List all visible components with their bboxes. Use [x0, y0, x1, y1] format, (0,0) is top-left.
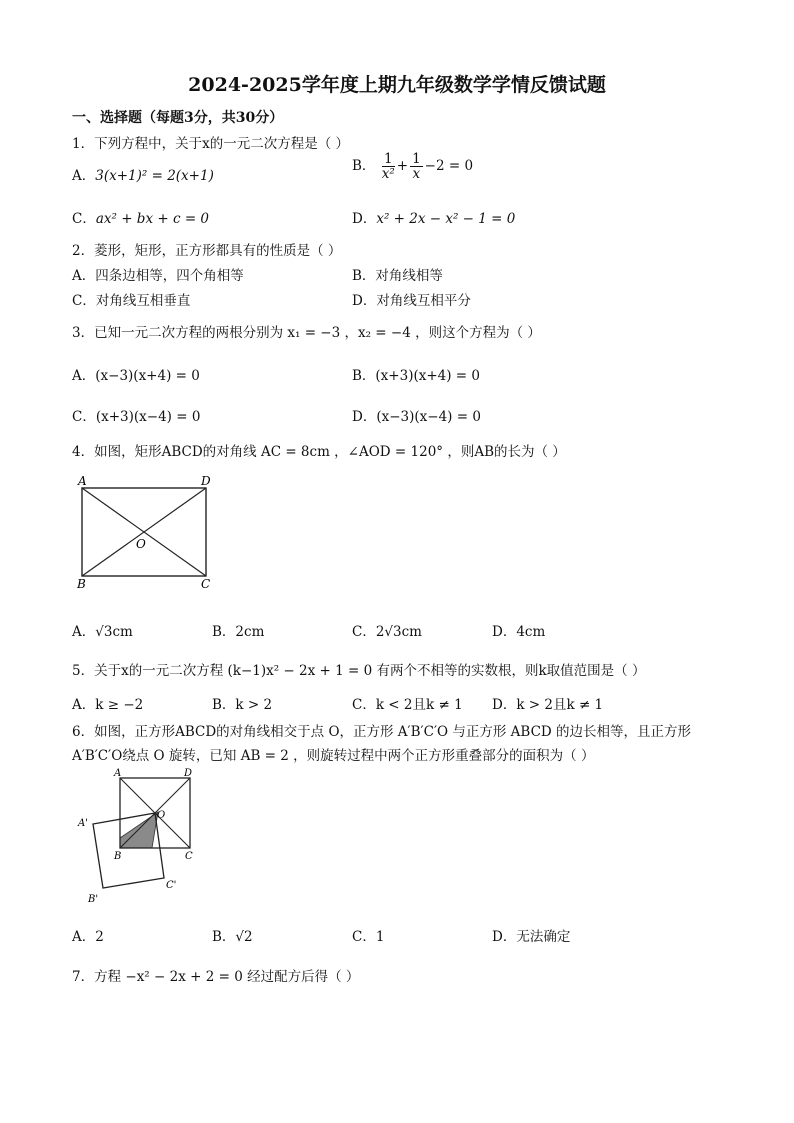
- label-d: D: [184, 768, 193, 779]
- question-4-option-b: B．2cm: [212, 624, 265, 640]
- rectangle-abcd-figure: [74, 474, 224, 592]
- question-4-option-a: A．√3cm: [72, 624, 133, 640]
- question-3-option-b: B．(x+3)(x+4) = 0: [352, 368, 480, 384]
- label-b: B: [114, 851, 122, 862]
- question-2-option-a: A．四条边相等，四个角相等: [72, 268, 244, 284]
- question-2-option-d: D．对角线互相平分: [352, 293, 471, 309]
- label-a-prime: A': [78, 818, 88, 829]
- label-o: O: [157, 810, 166, 821]
- question-5-option-b: B．k > 2: [212, 697, 273, 713]
- rotated-squares-figure: [76, 766, 200, 906]
- question-6-stem-line2: A′B′C′O绕点 O 旋转，已知 AB = 2 ，则旋转过程中两个正方形重叠部分的面积为（ ）: [72, 748, 595, 764]
- question-6-option-b: B．√2: [212, 929, 253, 945]
- fraction: $\frac{1}{\text{x²}}$: [381, 151, 395, 182]
- question-3-option-a: A．(x−3)(x+4) = 0: [72, 368, 200, 384]
- label-c: C: [201, 577, 211, 591]
- question-1-option-d: D．x² + 2x − x² − 1 = 0: [352, 211, 516, 227]
- option-text: 3(x+1)² = 2(x+1): [95, 168, 214, 184]
- question-6-option-d: D．无法确定: [492, 929, 571, 945]
- section-heading-choice: 一、选择题（每题3分，共30分）: [72, 110, 284, 126]
- question-5-option-c: C．k < 2且k ≠ 1: [352, 697, 463, 713]
- question-6-stem-line1: 6．如图，正方形ABCD的对角线相交于点 O，正方形 A′B′C′O 与正方形 ABCD 的边长相等，且正方形: [72, 724, 692, 740]
- option-label: A．: [72, 168, 96, 184]
- question-4-option-c: C．2√3cm: [352, 624, 422, 640]
- question-3-option-d: D．(x−3)(x−4) = 0: [352, 409, 481, 425]
- question-5-option-d: D．k > 2且k ≠ 1: [492, 697, 604, 713]
- question-4-stem: 4．如图，矩形ABCD的对角线 AC = 8cm ，∠AOD = 120° ，则AB的长为（ ）: [72, 444, 566, 460]
- label-a: A: [114, 768, 122, 779]
- page-title: 2024-2025学年度上期九年级数学学情反馈试题: [188, 74, 606, 96]
- question-6-option-a: A．2: [72, 929, 104, 945]
- fraction: $\frac{1}{x}$: [412, 151, 421, 182]
- question-3-stem: 3．已知一元二次方程的两根分别为 x₁ = −3 ，x₂ = −4 ，则这个方程为（ ）: [72, 325, 541, 341]
- label-a: A: [78, 474, 87, 488]
- question-1-option-a: [72, 164, 214, 184]
- question-2-stem: 2．菱形，矩形，正方形都具有的性质是（ ）: [72, 243, 342, 259]
- question-5-option-a: A．k ≥ −2: [72, 697, 144, 713]
- question-1-option-c: C．ax² + bx + c = 0: [72, 211, 210, 227]
- label-b-prime: B': [88, 894, 99, 905]
- label-o: O: [136, 537, 146, 551]
- question-2-option-c: C．对角线互相垂直: [72, 293, 191, 309]
- label-b: B: [77, 577, 86, 591]
- question-4-option-d: D．4cm: [492, 624, 546, 640]
- label-d: D: [201, 474, 211, 488]
- question-1-option-b: B． $\frac{1}{\text{x²}}$ + $\frac{1}{x}$ −2 = 0: [352, 151, 474, 182]
- option-label: B．: [352, 158, 376, 174]
- label-c-prime: C': [166, 880, 177, 891]
- question-6-option-c: C．1: [352, 929, 385, 945]
- question-2-option-b: B．对角线相等: [352, 268, 443, 284]
- question-5-stem: 5．关于x的一元二次方程 (k−1)x² − 2x + 1 = 0 有两个不相等的实数根，则k取值范围是（ ）: [72, 663, 646, 679]
- label-c: C: [185, 851, 193, 862]
- question-3-option-c: C．(x+3)(x−4) = 0: [72, 409, 201, 425]
- question-1-stem: 1．下列方程中，关于x的一元二次方程是（ ）: [72, 136, 349, 152]
- question-7-stem: 7．方程 −x² − 2x + 2 = 0 经过配方后得（ ）: [72, 969, 360, 985]
